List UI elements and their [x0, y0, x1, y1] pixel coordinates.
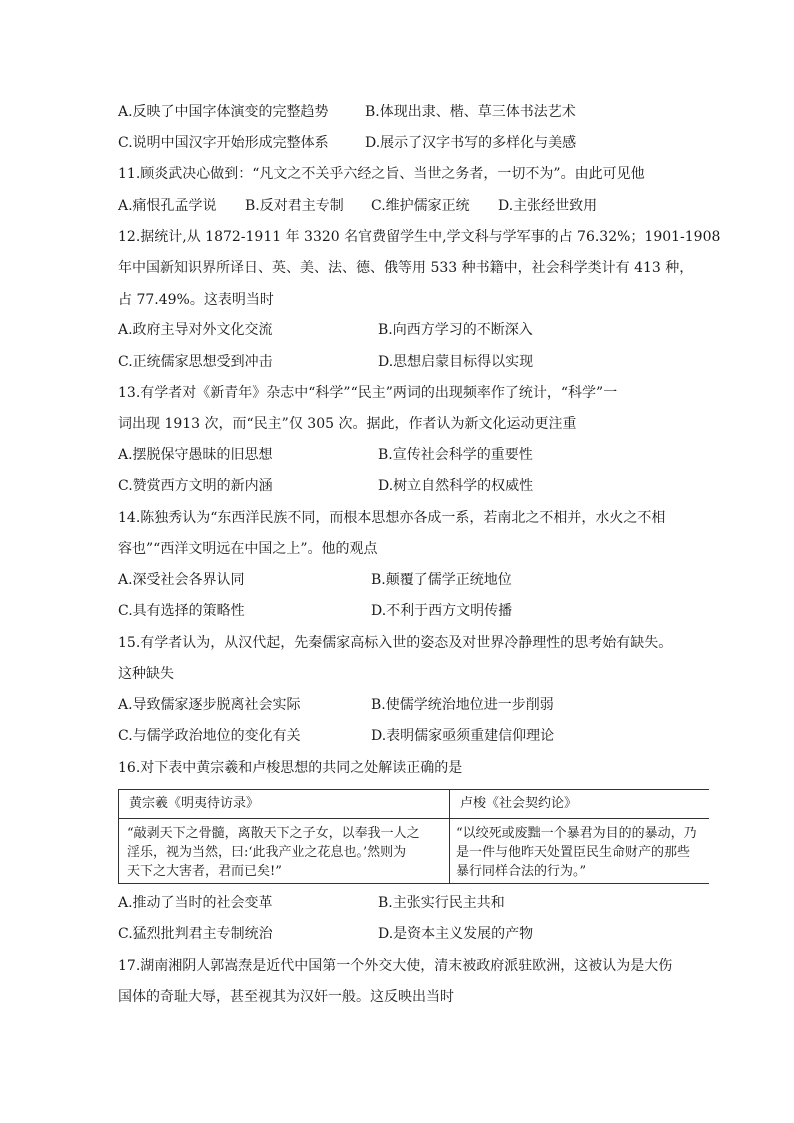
q13-stem-line-1: 13.有学者对《新青年》杂志中“科学”“民主”两词的出现频率作了统计，“科学”一: [118, 385, 618, 401]
comparison-table: [118, 789, 709, 884]
table-header-rousseau: 卢梭《社会契约论》: [460, 796, 578, 811]
q15-option-c: C.与儒学政治地位的变化有关: [118, 728, 301, 744]
q13-option-d: D.树立自然科学的权威性: [378, 478, 534, 494]
q14-option-c: C.具有选择的策略性: [118, 603, 245, 619]
q16-option-d: D.是资本主义发展的产物: [378, 926, 534, 942]
q17-stem-line-2: 国体的奇耻大辱，甚至视其为汉奸一般。这反映出当时: [118, 989, 454, 1005]
q13-stem-line-2: 词出现 1913 次，而“民主”仅 305 次。据此，作者认为新文化运动更注重: [118, 416, 577, 432]
q15-option-a: A.导致儒家逐步脱离社会实际: [118, 697, 301, 713]
q16-option-a: A.推动了当时的社会变革: [118, 895, 273, 911]
q16-option-c: C.猛烈批判君主专制统治: [118, 926, 273, 942]
q11-option-b: B.反对君主专制: [245, 198, 344, 214]
table-cell-huang-quote: [127, 824, 420, 881]
q12-option-c: C.正统儒家思想受到冲击: [118, 354, 273, 370]
q11-stem: 11.顾炎武决心做到：“凡文之不关乎六经之旨、当世之务者，一切不为”。由此可见他: [118, 166, 645, 182]
q12-option-b: B.向西方学习的不断深入: [378, 322, 533, 338]
q13-option-c: C.赞赏西方文明的新内涵: [118, 478, 273, 494]
q10-option-d: D.展示了汉字书写的多样化与美感: [365, 135, 577, 151]
q13-option-a: A.摆脱保守愚昧的旧思想: [118, 447, 273, 463]
q15-option-d: D.表明儒家亟须重建信仰理论: [371, 728, 555, 744]
q11-option-d: D.主张经世致用: [498, 198, 598, 214]
table-header-huang: 黄宗羲《明夷待访录》: [129, 796, 260, 811]
q14-stem-line-2: 容也”“西洋文明远在中国之上”。他的观点: [118, 541, 378, 557]
q15-stem-line-1: 15.有学者认为，从汉代起，先秦儒家高标入世的姿态及对世界冷静理性的思考始有缺失。: [118, 635, 673, 651]
q17-stem-line-1: 17.湖南湘阴人郭嵩焘是近代中国第一个外交大使，清末被政府派驻欧洲，这被认为是大伤: [118, 958, 673, 974]
q13-option-b: B.宣传社会科学的重要性: [378, 447, 533, 463]
q14-option-b: B.颠覆了儒学正统地位: [371, 572, 512, 588]
q16-stem: 16.对下表中黄宗羲和卢梭思想的共同之处解读正确的是: [118, 760, 463, 776]
q15-option-b: B.使儒学统治地位进一步削弱: [371, 697, 554, 713]
huang-quote-line-3: 天下之大害者，君而已矣!”: [127, 864, 282, 879]
huang-quote-line-2: 淫乐，视为当然，曰:‘此我产业之花息也。’然则为: [127, 845, 407, 860]
q14-option-d: D.不利于西方文明传播: [371, 603, 513, 619]
q14-stem-line-1: 14.陈独秀认为“东西洋民族不同，而根本思想亦各成一系，若南北之不相并，水火之不相: [118, 510, 666, 526]
q12-option-a: A.政府主导对外文化交流: [118, 322, 273, 338]
huang-quote-line-1: “敲剥天下之骨髓，离散天下之子女，以奉我一人之: [127, 826, 420, 841]
rousseau-quote-line-3: 暴行同样合法的行为。”: [456, 864, 587, 879]
q10-option-c: C.说明中国汉字开始形成完整体系: [118, 135, 329, 151]
q11-option-a: A.痛恨孔孟学说: [118, 198, 217, 214]
q12-stem-line-2: 年中国新知识界所译日、英、美、法、德、俄等用 533 种书籍中，社会科学类计有 413 种，: [118, 260, 694, 276]
q11-option-c: C.维护儒家正统: [371, 198, 470, 214]
rousseau-quote-line-1: “以绞死或废黜一个暴君为目的的暴动，乃: [456, 826, 697, 841]
q12-option-d: D.思想启蒙目标得以实现: [378, 354, 534, 370]
table-column-divider: [449, 790, 450, 883]
q12-stem-line-1: 12.据统计,从 1872-1911 年 3320 名官费留学生中,学文科与学军事的占 76.32%；1901-1908: [118, 229, 721, 245]
q14-option-a: A.深受社会各界认同: [118, 572, 245, 588]
rousseau-quote-line-2: 是一件与他昨天处置臣民生命财产的那些: [456, 845, 691, 860]
q15-stem-line-2: 这种缺失: [118, 666, 174, 682]
q12-stem-line-3: 占 77.49%。这表明当时: [118, 292, 274, 308]
q16-option-b: B.主张实行民主共和: [378, 895, 505, 911]
q10-option-b: B.体现出隶、楷、草三体书法艺术: [365, 104, 576, 120]
table-cell-rousseau-quote: [456, 824, 697, 881]
q10-option-a: A.反映了中国字体演变的完整趋势: [118, 104, 329, 120]
table-header-divider: [119, 818, 709, 819]
